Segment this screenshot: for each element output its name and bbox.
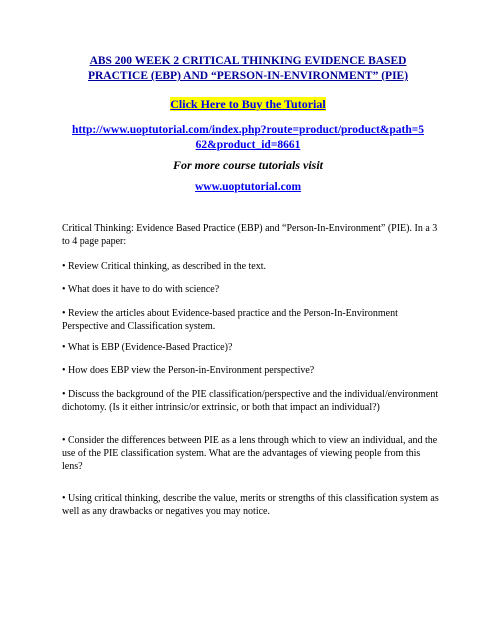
more-tutorials-text: For more course tutorials visit xyxy=(172,158,324,172)
buy-tutorial-link[interactable]: Click Here to Buy the Tutorial xyxy=(170,97,326,111)
bullet-item-3: • Review the articles about Evidence-based practice and the Person-In-Environment Perspective and Classification system. xyxy=(62,308,398,332)
product-url-link[interactable]: http://www.uoptutorial.com/index.php?route=product/product&path=562&product_id=8661 xyxy=(71,124,425,151)
bullet-item-5: • How does EBP view the Person-in-Environment perspective? xyxy=(62,365,315,376)
bullet-item-4: • What is EBP (Evidence-Based Practice)? xyxy=(62,342,233,353)
buy-tutorial-link-wrapper xyxy=(70,97,426,112)
bullet-item-1: • Review Critical thinking, as described in the text. xyxy=(62,261,267,272)
bullet-item-6: • Discuss the background of the PIE classification/perspective and the individual/environment dichotomy. (Is it either intrinsic/or extrinsic, or both that impact an individual?) xyxy=(62,389,439,413)
bullet-item-7: • Consider the differences between PIE as a lens through which to view an individual, and the use of the PIE classification system. What are the advantages of viewing people from this lens? xyxy=(62,435,438,472)
intro-paragraph: Critical Thinking: Evidence Based Practice (EBP) and “Person-In-Environment” (PIE). In a 3 to 4 page paper: xyxy=(62,223,438,247)
document-title: ABS 200 WEEK 2 CRITICAL THINKING EVIDENCE BASED PRACTICE (EBP) AND “PERSON-IN-ENVIRONMENT” (PIE) xyxy=(87,55,409,82)
bullet-item-2: • What does it have to do with science? xyxy=(62,284,220,295)
site-link[interactable]: www.uoptutorial.com xyxy=(194,181,302,193)
bullet-item-8: • Using critical thinking, describe the value, merits or strengths of this classification system as well as any drawbacks or negatives you may notice. xyxy=(62,493,439,517)
